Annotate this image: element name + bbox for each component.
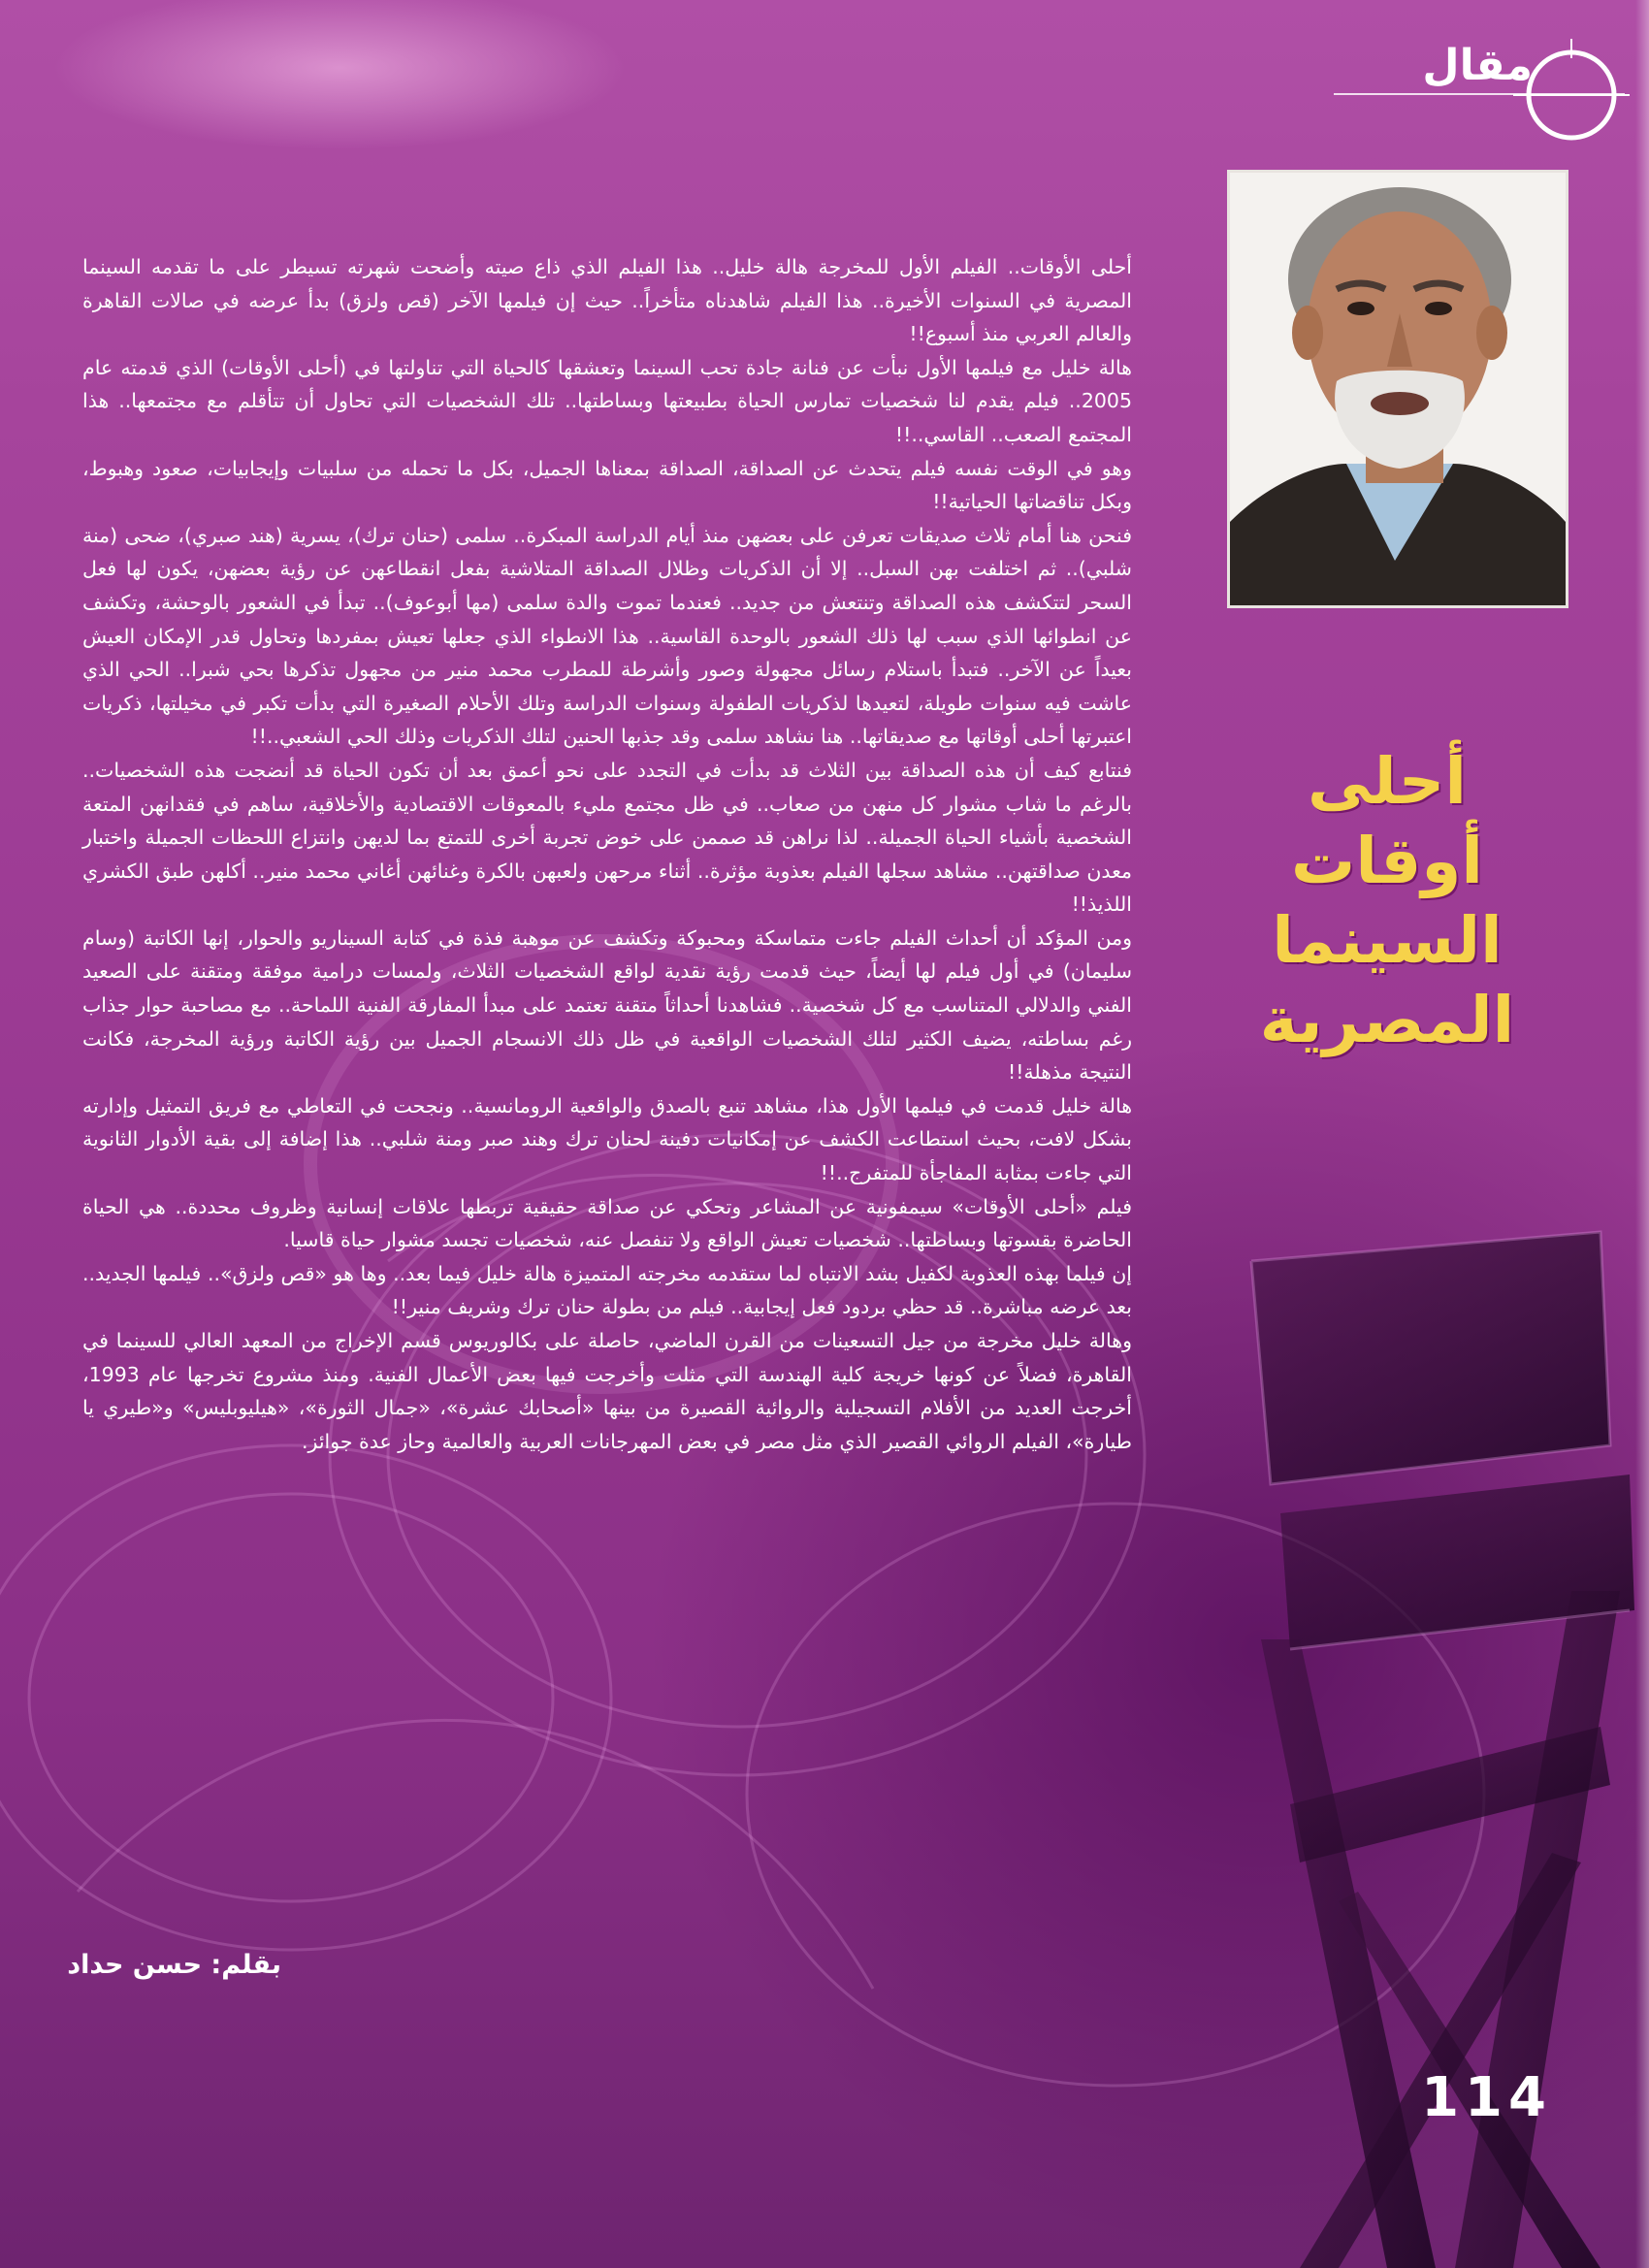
- crosshair-circle-icon: [1513, 39, 1630, 155]
- headline-line-2: السينما: [1272, 903, 1503, 978]
- headline-line-3: المصرية: [1259, 983, 1515, 1057]
- article-paragraph: فنتابع كيف أن هذه الصداقة بين الثلاث قد بدأت في التجدد على نحو أعمق بعد أن تكون الحياة قد أنضجت هذه الشخصيات.. بالرغم ما شاب مشوار كل منهن من صعاب.. في ظل مجتمع مليء بالمعوقات الاقتصادية والأخلاقية، ساهم في فقدانهن المتعة الشخصية بأشياء الحياة الجميلة.. لذا نراهن قد صممن على خوض تجربة أخرى للتمتع بما لديهن وانتزاع اللحظات الجميلة واختبار معدن صداقتهن.. مشاهد سجلها الفيلم بعذوبة مؤثرة.. أثناء مرحهن ولعبهن بالكرة وغنائهن أغاني محمد منير.. أكلهن طبق الكشري اللذيذ!!: [82, 758, 1132, 917]
- headline-line-1: أحلى أوقات: [1291, 744, 1483, 898]
- author-byline: بقلم: حسن حداد: [67, 1950, 281, 1980]
- article-body: [82, 250, 1132, 1458]
- article-paragraph: أحلى الأوقات.. الفيلم الأول للمخرجة هالة خليل.. هذا الفيلم الذي ذاع صيته وأضحت شهرته تسيطر على ما تقدمه السينما المصرية في السنوات الأخيرة.. هذا الفيلم شاهدناه متأخراً.. حيث إن فيلمها الآخر (قص ولزق) بدأ عرضه في صالات القاهرة والعالم العربي منذ أسبوع!!: [82, 255, 1132, 346]
- article-paragraph: فنحن هنا أمام ثلاث صديقات تعرفن على بعضهن منذ أيام الدراسة المبكرة.. سلمى (حنان ترك)، يسرية (هند صبري)، ضحى (منة شلبي).. ثم اختلفت بهن السبل.. إلا أن الذكريات وظلال الصداقة المتلاشية بفعل انقطاعهن عن رؤية بعضهن، يكون لها فعل السحر لتتكشف هذه الصداقة وتنتعش من جديد.. فعندما تموت والدة سلمى (مها أبوعوف).. تبدأ في الشعور بالوحشة، وتكشف عن انطوائها الذي سبب لها ذلك الشعور بالوحدة القاسية.. هذا الانطواء الذي جعلها تعيش بمفردها وتحاول قدر الإمكان العيش بعيداً عن الآخر.. فتبدأ باستلام رسائل مجهولة وصور وأشرطة للمطرب محمد منير من مجهول تذكرها بحي شبرا.. الحي الذي عاشت فيه سنوات طويلة، لتعيدها لذكريات الطفولة وسنوات الدراسة وتلك الأحلام الصغيرة التي بدأت تكبر في مخيلتها، ذكريات اعتبرتها أحلى أوقاتها مع صديقاتها.. هنا نشاهد سلمى وقد جذبها الحنين لتلك الذكريات وذلك الحي الشعبي..!!: [82, 523, 1132, 749]
- article-paragraph: وهو في الوقت نفسه فيلم يتحدث عن الصداقة، الصداقة بمعناها الجميل، بكل ما تحمله من سلبيات وإيجابيات، صعود وهبوط، وبكل تناقضاتها الحياتية!!: [82, 456, 1132, 514]
- page-number: 114: [1421, 2066, 1552, 2129]
- article-paragraph: وهالة خليل مخرجة من جيل التسعينات من القرن الماضي، حاصلة على بكالوريوس قسم الإخراج من المعهد العالي للسينما في القاهرة، فضلاً عن كونها خريجة كلية الهندسة التي مثلت وأخرجت فيها بعض الأعمال الفنية. ومنذ مشروع تخرجها عام 1993، أخرجت العديد من الأفلام التسجيلية والروائية القصيرة من بينها «أصحابك عشرة»، «جمال الثورة»، «هيليوبليس» و«طيري يا طيارة»، الفيلم الروائي القصير الذي مثل مصر في بعض المهرجانات العربية والعالمية وحاز عدة جوائز.: [82, 1329, 1132, 1453]
- director-chair-graphic: [1145, 1222, 1649, 2268]
- section-label: مقال: [1422, 41, 1533, 90]
- page-edge: [1635, 0, 1649, 2268]
- article-paragraph: ومن المؤكد أن أحداث الفيلم جاءت متماسكة ومحبوكة وتكشف عن موهبة فذة في كتابة السيناريو والحوار، إنها الكاتبة (وسام سليمان) في أول فيلم لها أيضاً، حيث قدمت رؤية نقدية لواقع الشخصيات الثلاث، ولمسات درامية موفقة ومتقنة على الصعيد الفني والدلالي المتناسب مع كل شخصية.. فشاهدنا أحداثاً متقنة تعتمد على مبدأ المفارقة الفنية اللماحة.. مع مصاحبة حوار جذاب رغم بساطته، يضيف الكثير لتلك الشخصيات الواقعية في ظل ذلك الانسجام الجميل بين رؤية الكاتبة ورؤية المخرجة، فكانت النتيجة مذهلة!!: [82, 925, 1132, 1085]
- author-photo: [1227, 170, 1568, 608]
- author-portrait-image: [1230, 173, 1566, 605]
- article-paragraph: فيلم «أحلى الأوقات» سيمفونية عن المشاعر وتحكي عن صداقة حقيقية تربطها علاقات إنسانية وظروف محددة.. هي الحياة الحاضرة بقسوتها وبساطتها.. شخصيات تعيش الواقع ولا تنفصل عنه، شخصيات تجسد مشوار حياة قاسيا.: [82, 1194, 1132, 1252]
- article-paragraph: هالة خليل مع فيلمها الأول نبأت عن فنانة جادة تحب السينما وتعشقها كالحياة التي تناولتها في (أحلى الأوقات) الذي قدمته عام 2005.. فيلم يقدم لنا شخصيات تمارس الحياة بطبيعتها وبساطتها.. تلك الشخصيات التي تحاول أن تتأقلم مع مجتمعها.. هذا المجتمع الصعب.. القاسي..!!: [82, 355, 1132, 446]
- article-paragraph: هالة خليل قدمت في فيلمها الأول هذا، مشاهد تنبع بالصدق والواقعية الرومانسية.. ونجحت في التعاطي مع فريق التمثيل وإدارته بشكل لافت، بحيث استطاعت الكشف عن إمكانيات دفينة لحنان ترك وهند صبر ومنة شلبي.. هذا إضافة إلى بقية الأدوار الثانوية التي جاءت بمثابة المفاجأة للمتفرج..!!: [82, 1093, 1132, 1185]
- article-headline: [1203, 742, 1571, 1060]
- article-paragraph: إن فيلما بهذه العذوبة لكفيل بشد الانتباه لما ستقدمه مخرجته المتميزة هالة خليل فيما بعد.. وها هو «قص ولزق».. فيلمها الجديد.. بعد عرضه مباشرة.. قد حظي بردود فعل إيجابية.. فيلم من بطولة حنان ترك وشريف منير!!: [82, 1261, 1132, 1319]
